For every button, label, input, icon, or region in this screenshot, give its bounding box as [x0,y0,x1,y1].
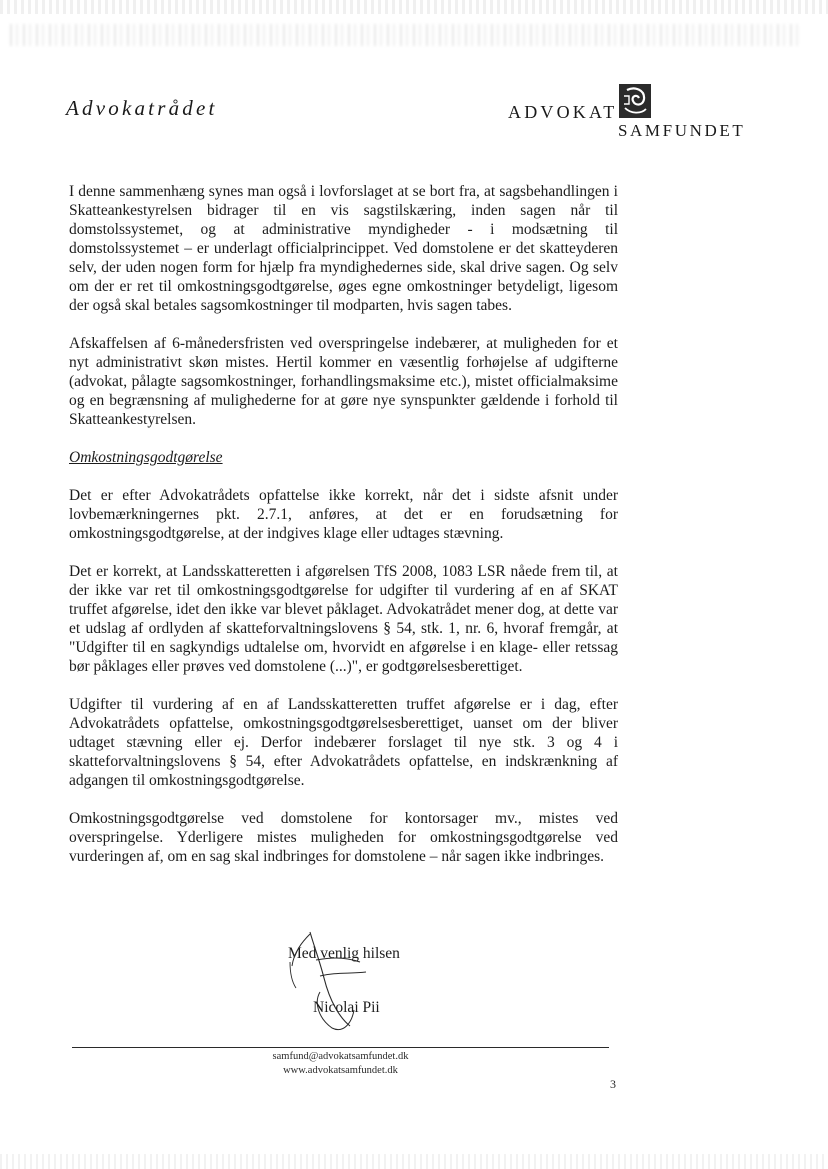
body-paragraph: Det er efter Advokatrådets opfattelse ikke korrekt, når det i sidste afsnit under lovbemærkningernes pkt. 2.7.1, anføres, at det er en forudsætning for omkostningsgodtgørelse, at der indgives klage eller udtages stævning. [69,487,618,542]
footer-website: www.advokatsamfundet.dk [283,1065,398,1076]
advokatsamfundet-logo [508,82,768,146]
footer-divider [72,1047,609,1048]
section-heading-omkostningsgodtgoerelse: Omkostningsgodtgørelse [69,449,223,466]
body-paragraph: Afskaffelsen af 6-månedersfristen ved overspringelse indebærer, at muligheden for et nyt administrativt skøn mistes. Hertil kommer en væsentlig forhøjelse af udgifterne (advokat, pålagte sagsomkostninger, forhandlingsmaksime etc.), mistet officialmaksime og en begrænsning af mulighederne for at gøre nye synspunkter gældende i forhold til Skatteankestyrelsen. [69,335,618,428]
body-paragraph: I denne sammenhæng synes man også i lovforslaget at se bort fra, at sagsbehandlingen i Skatteankestyrelsen bidrager til en vis sagstilskæring, inden sagen når til domstolssystemet, og at administrative myndigheder - i modsætning til domstolssystemet – er underlagt officialprincippet. Ved domstolene er det skatteyderen selv, der uden nogen form for hjælp fra myndighedernes side, skal drive sagen. Og selv om der er ret til omkostningsgodtgørelse, øges egne omkostninger betydeligt, ligesom der også skal betales sagsomkostninger til modparten, hvis sagen tabes. [69,183,618,314]
signer-name: Nicolai Pii [313,999,380,1016]
body-paragraph: Det er korrekt, at Landsskatteretten i afgørelsen TfS 2008, 1083 LSR nåede frem til, at der ikke var ret til omkostningsgodtgørelse for udgifter til vurdering af en af SKAT truffet afgørelse, idet den ikke var blevet påklaget. Advokatrådet mener dog, at dette var et udslag af ordlyden af skatteforvaltningslovens § 54, stk. 1, nr. 6, hvoraf fremgår, at "Udgifter til en sagkyndigs udtalelse om, hvorvidt en afgørelse i en klage- eller retssag bør påklages eller prøves ved domstolene (...)", er godtgørelsesberettiget. [69,563,618,675]
logo-text-advokat: ADVOKAT [508,102,618,122]
logo-text-samfundet: SAMFUNDET [618,121,746,140]
handwritten-signature [280,922,390,1040]
fax-header-band [0,0,828,14]
page-number: 3 [610,1077,616,1091]
advokatsamfundet-logo-icon [619,84,651,118]
fax-footer-band [0,1154,828,1169]
fax-header-noise [10,24,800,46]
advokatraadet-title: Advokatrådet [66,96,218,120]
closing-greeting: Med venlig hilsen [288,945,400,962]
body-paragraph: Udgifter til vurdering af en af Landsskatteretten truffet afgørelse er i dag, efter Advokatrådets opfattelse, omkostningsgodtgørelsesberettiget, uanset om der bliver udtaget stævning eller ej. Derfor indebærer forslaget til nye stk. 3 og 4 i skatteforvaltningslovens § 54, efter Advokatrådets opfattelse, en indskrænkning af adgangen til omkostningsgodtgørelse. [69,696,618,789]
body-paragraph: Omkostningsgodtgørelse ved domstolene for kontorsager mv., mistes ved overspringelse. Yderligere mistes muligheden for omkostningsgodtgørelse ved vurderingen af, om en sag skal indbringes for domstolene – når sagen ikke indbringes. [69,810,618,865]
footer-email: samfund@advokatsamfundet.dk [272,1051,409,1062]
letter-body [69,182,618,885]
